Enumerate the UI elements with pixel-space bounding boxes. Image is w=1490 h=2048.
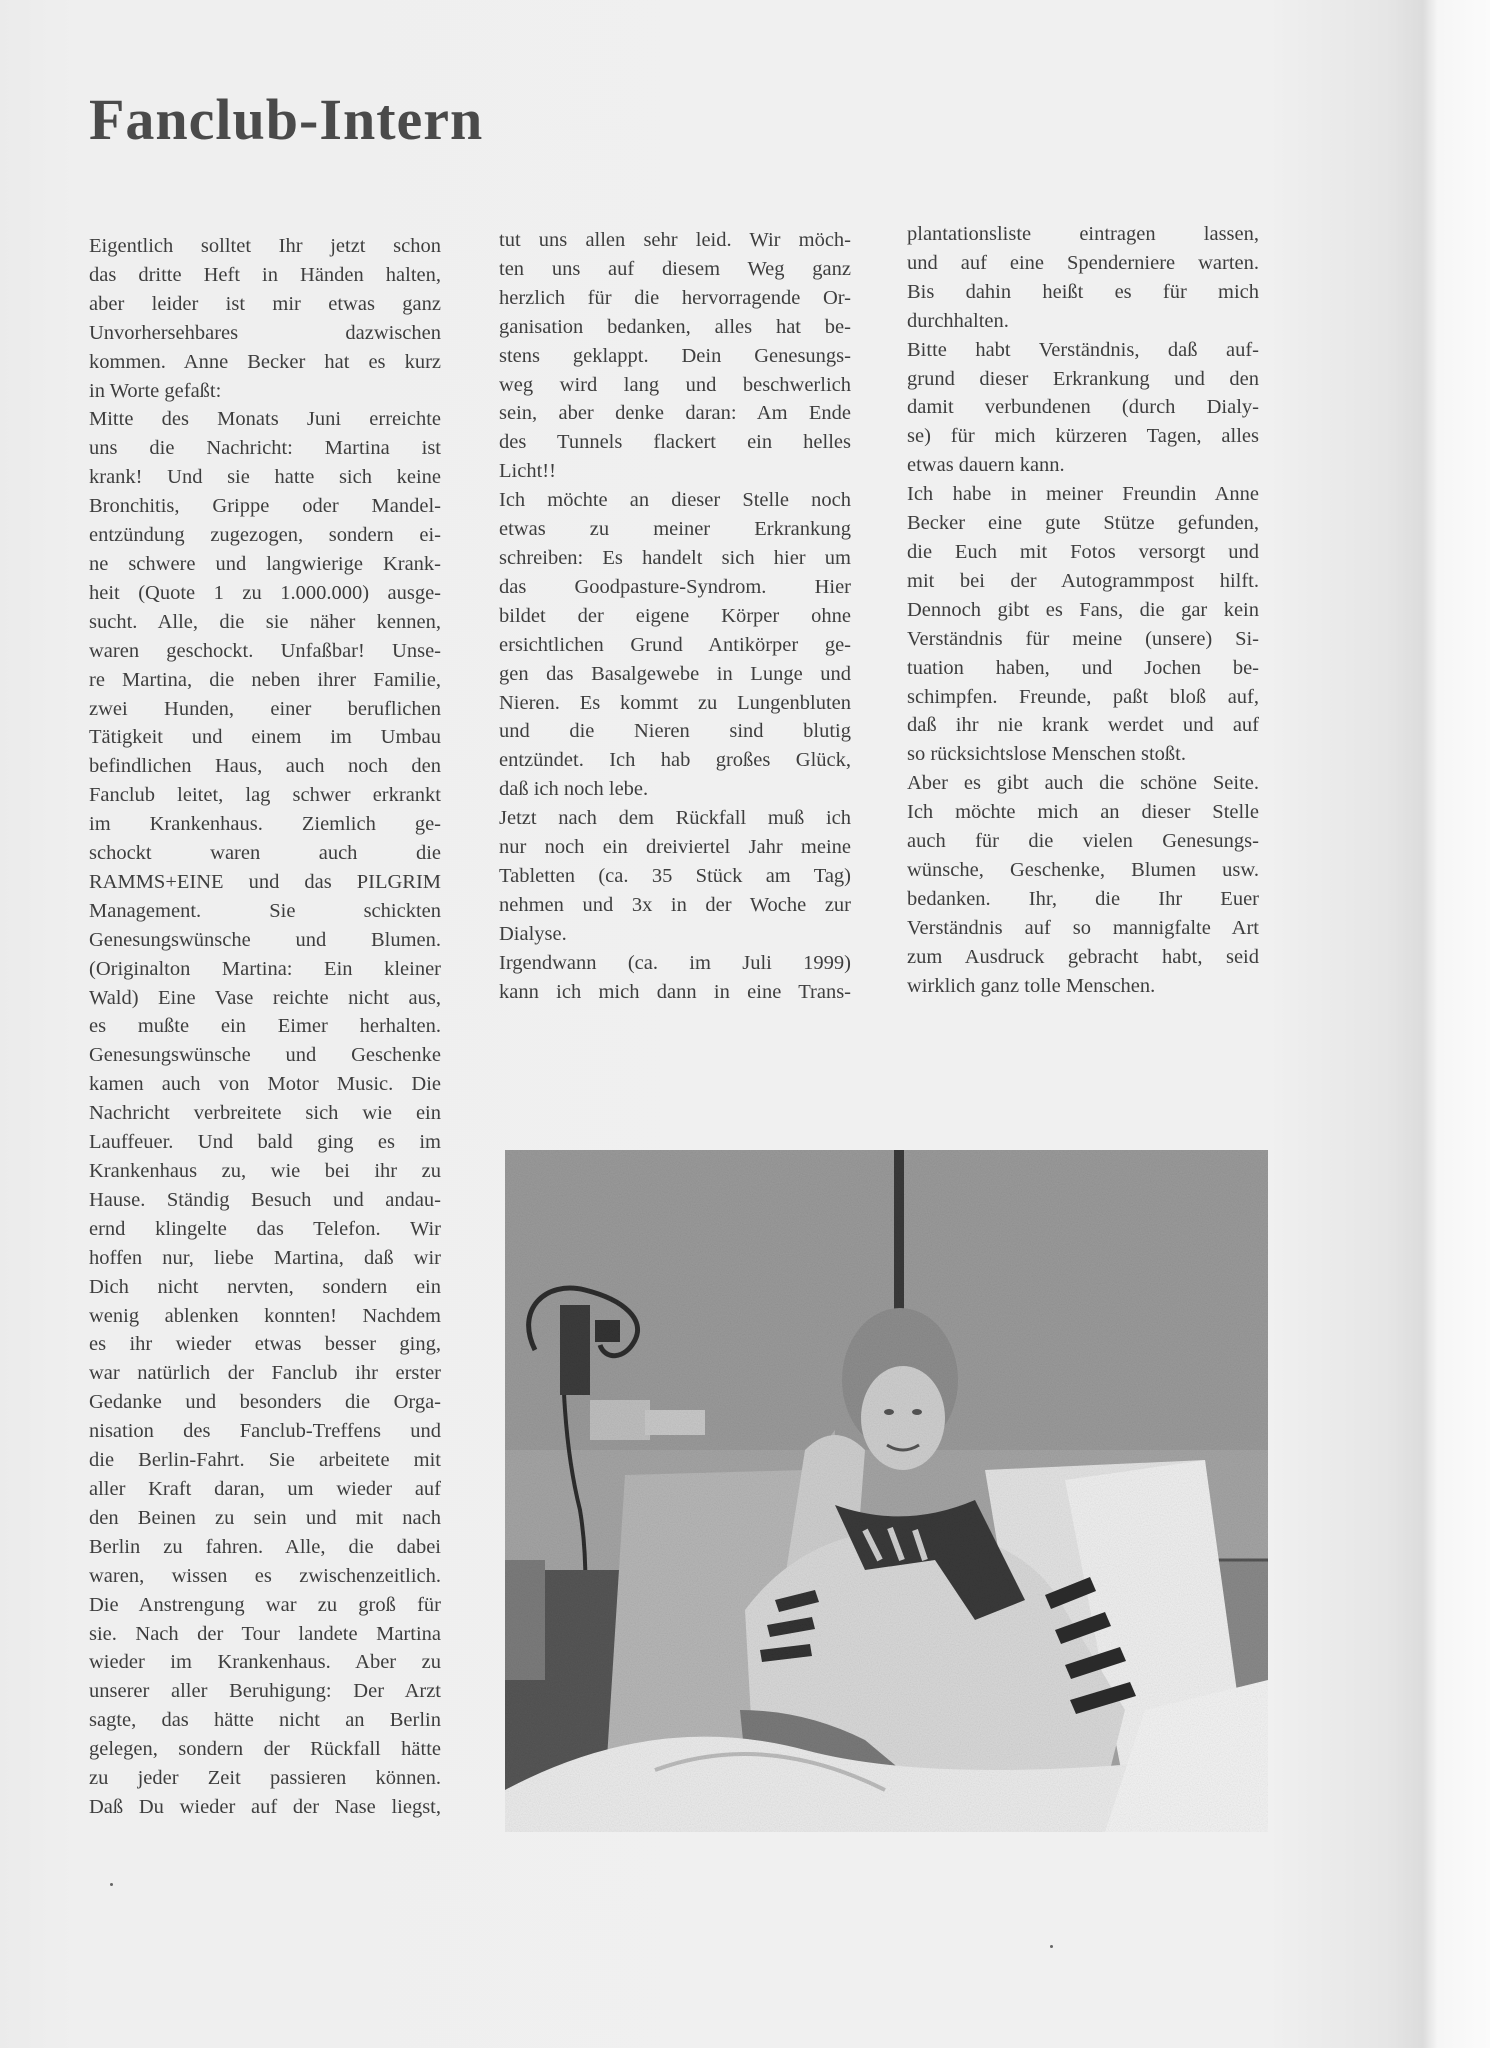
text-line: gelegen, sondern der Rückfall hätte <box>89 1738 441 1761</box>
text-line: des Tunnels flackert ein helles <box>499 431 851 454</box>
text-line: Krankenhaus zu, wie bei ihr zu <box>89 1160 441 1182</box>
text-line: Licht!! <box>499 460 556 483</box>
text-line: re Martina, die neben ihrer Familie, <box>89 668 441 691</box>
text-line: herzlich für die hervorragende Or- <box>499 286 851 309</box>
text-line: ten uns auf diesem Weg ganz <box>499 257 851 280</box>
text-line: aller Kraft daran, um wieder auf <box>89 1477 441 1500</box>
text-line: weg wird lang und beschwerlich <box>499 373 851 396</box>
text-line: Bronchitis, Grippe oder Mandel- <box>89 495 441 518</box>
text-line: schimpfen. Freunde, paßt bloß auf, <box>907 685 1259 708</box>
text-line: Dialyse. <box>499 922 567 945</box>
text-line: gen das Basalgewebe in Lunge und <box>499 662 851 685</box>
text-line: uns die Nachricht: Martina ist <box>89 437 441 460</box>
text-line: schockt waren auch die <box>89 842 441 865</box>
text-line: heit (Quote 1 zu 1.000.000) ausge- <box>89 581 441 604</box>
text-line: plantationsliste eintragen lassen, <box>907 223 1259 245</box>
text-line: entzündet. Ich hab großes Glück, <box>499 749 851 772</box>
iv-pole <box>894 1150 904 1310</box>
text-column-2 <box>499 226 851 1006</box>
text-line: befindlichen Haus, auch noch den <box>89 755 441 778</box>
print-speck <box>110 1883 113 1886</box>
text-line: Dennoch gibt es Fans, die gar kein <box>907 598 1259 621</box>
text-line: mit bei der Autogrammpost hilft. <box>907 569 1259 592</box>
text-line: RAMMS+EINE und das PILGRIM <box>89 870 441 893</box>
text-line: etwas dauern kann. <box>907 454 1065 477</box>
text-line: und die Nieren sind blutig <box>499 720 851 743</box>
text-line: Ich möchte an dieser Stelle noch <box>499 489 851 512</box>
text-line: so rücksichtslose Menschen stoßt. <box>907 743 1186 766</box>
text-line: Lauffeuer. Und bald ging es im <box>89 1131 441 1154</box>
text-line: es ihr wieder etwas besser ging, <box>89 1333 441 1356</box>
text-line: Fanclub leitet, lag schwer erkrankt <box>89 784 441 807</box>
text-line: grund dieser Erkrankung und den <box>907 367 1259 390</box>
text-line: kommen. Anne Becker hat es kurz <box>89 350 441 373</box>
text-line: durchhalten. <box>907 309 1009 332</box>
text-line: (Originalton Martina: Ein kleiner <box>89 957 441 980</box>
text-line: Gedanke und besonders die Orga- <box>89 1391 441 1414</box>
text-line: nisation des Fanclub-Treffens und <box>89 1420 441 1443</box>
photo-illustration <box>505 1150 1268 1832</box>
page-title: Fanclub-Intern <box>89 87 484 152</box>
text-line: unserer aller Beruhigung: Der Arzt <box>89 1680 441 1703</box>
text-line: die Berlin-Fahrt. Sie arbeitete mit <box>89 1449 441 1472</box>
text-line: ernd klingelte das Telefon. Wir <box>89 1217 441 1240</box>
text-line: Daß Du wieder auf der Nase liegst, <box>89 1795 441 1818</box>
text-line: Jetzt nach dem Rückfall muß ich <box>499 807 851 830</box>
text-line: den Beinen zu sein und mit nach <box>89 1506 441 1529</box>
text-line: schreiben: Es handelt sich hier um <box>499 546 851 569</box>
print-speck <box>1050 1945 1053 1948</box>
text-line: ersichtlichen Grund Antikörper ge- <box>499 633 851 656</box>
text-line: sagte, das hätte nicht an Berlin <box>89 1709 441 1732</box>
text-line: Dich nicht nervten, sondern ein <box>89 1275 441 1298</box>
text-line: kann ich mich dann in eine Trans- <box>499 980 851 1003</box>
text-line: bildet der eigene Körper ohne <box>499 604 851 627</box>
text-line: zu jeder Zeit passieren können. <box>89 1767 441 1790</box>
text-line: zwei Hunden, einer beruflichen <box>89 697 441 720</box>
text-line: Mitte des Monats Juni erreichte <box>89 408 441 431</box>
text-line: kamen auch von Motor Music. Die <box>89 1073 441 1096</box>
text-line: krank! Und sie hatte sich keine <box>89 466 441 489</box>
text-line: es mußte ein Eimer herhalten. <box>89 1015 441 1038</box>
text-line: die Euch mit Fotos versorgt und <box>907 540 1259 563</box>
text-line: Tätigkeit und einem im Umbau <box>89 726 441 749</box>
text-line: wieder im Krankenhaus. Aber zu <box>89 1651 441 1674</box>
text-line: und auf eine Spenderniere warten. <box>907 251 1259 274</box>
text-line: nur noch ein dreiviertel Jahr meine <box>499 836 851 859</box>
text-line: daß ihr nie krank werdet und auf <box>907 714 1259 737</box>
text-line: Tabletten (ca. 35 Stück am Tag) <box>499 864 851 887</box>
text-line: Die Anstrengung war zu groß für <box>89 1593 441 1616</box>
hospital-bed-photo <box>505 1150 1268 1832</box>
text-line: waren, wissen es zwischenzeitlich. <box>89 1564 441 1587</box>
text-line: das Goodpasture-Syndrom. Hier <box>499 575 851 598</box>
text-line: Unvorhersehbares dazwischen <box>89 321 441 344</box>
text-line: Bis dahin heißt es für mich <box>907 280 1259 303</box>
text-line: Ich möchte mich an dieser Stelle <box>907 801 1259 824</box>
text-line: wenig ablenken konnten! Nachdem <box>89 1304 441 1327</box>
text-line: Hause. Ständig Besuch und andau- <box>89 1188 441 1211</box>
text-line: Becker eine gute Stütze gefunden, <box>907 512 1259 535</box>
text-line: damit verbundenen (durch Dialy- <box>907 396 1259 419</box>
text-line: zum Ausdruck gebracht habt, seid <box>907 945 1259 968</box>
text-line: stens geklappt. Dein Genesungs- <box>499 344 851 367</box>
text-line: Ich habe in meiner Freundin Anne <box>907 483 1259 506</box>
text-line: wünsche, Geschenke, Blumen usw. <box>907 858 1259 881</box>
text-line: Irgendwann (ca. im Juli 1999) <box>499 951 851 974</box>
text-line: tut uns allen sehr leid. Wir möch- <box>499 229 851 251</box>
text-line: sie. Nach der Tour landete Martina <box>89 1622 441 1645</box>
text-line: Berlin zu fahren. Alle, die dabei <box>89 1535 441 1558</box>
text-line: das dritte Heft in Händen halten, <box>89 263 441 286</box>
text-line: Verständnis für meine (unsere) Si- <box>907 627 1259 650</box>
text-line: sucht. Alle, die sie näher kennen, <box>89 610 441 633</box>
text-line: Nieren. Es kommt zu Lungenbluten <box>499 691 851 714</box>
text-line: war natürlich der Fanclub ihr erster <box>89 1362 441 1385</box>
text-line: auch für die vielen Genesungs- <box>907 830 1259 853</box>
text-line: entzündung zugezogen, sondern ei- <box>89 524 441 547</box>
text-line: in Worte gefaßt: <box>89 379 222 402</box>
text-line: aber leider ist mir etwas ganz <box>89 292 441 315</box>
text-line: ganisation bedanken, alles hat be- <box>499 315 851 338</box>
text-line: bedanken. Ihr, die Ihr Euer <box>907 887 1259 910</box>
text-line: nehmen und 3x in der Woche zur <box>499 893 851 916</box>
text-line: ne schwere und langwierige Krank- <box>89 552 441 575</box>
text-line: se) für mich kürzeren Tagen, alles <box>907 425 1259 448</box>
text-line: Bitte habt Verständnis, daß auf- <box>907 338 1259 361</box>
text-line: Verständnis auf so mannigfalte Art <box>907 916 1259 939</box>
text-line: Nachricht verbreitete sich wie ein <box>89 1102 441 1125</box>
text-line: wirklich ganz tolle Menschen. <box>907 974 1156 997</box>
text-line: im Krankenhaus. Ziemlich ge- <box>89 813 441 836</box>
text-line: Wald) Eine Vase reichte nicht aus, <box>89 986 441 1009</box>
text-column-1 <box>89 232 441 1822</box>
text-line: Aber es gibt auch die schöne Seite. <box>907 772 1259 795</box>
text-line: Management. Sie schickten <box>89 899 441 922</box>
text-line: tuation haben, und Jochen be- <box>907 656 1259 679</box>
text-line: Genesungswünsche und Blumen. <box>89 928 441 951</box>
text-line: sein, aber denke daran: Am Ende <box>499 402 851 425</box>
text-line: hoffen nur, liebe Martina, daß wir <box>89 1246 441 1269</box>
text-line: etwas zu meiner Erkrankung <box>499 518 851 541</box>
face <box>861 1366 945 1470</box>
text-line: daß ich noch lebe. <box>499 778 649 801</box>
text-column-3 <box>907 220 1259 1000</box>
text-line: waren geschockt. Unfaßbar! Unse- <box>89 639 441 662</box>
text-line: Genesungswünsche und Geschenke <box>89 1044 441 1067</box>
text-line: Eigentlich solltet Ihr jetzt schon <box>89 235 441 257</box>
